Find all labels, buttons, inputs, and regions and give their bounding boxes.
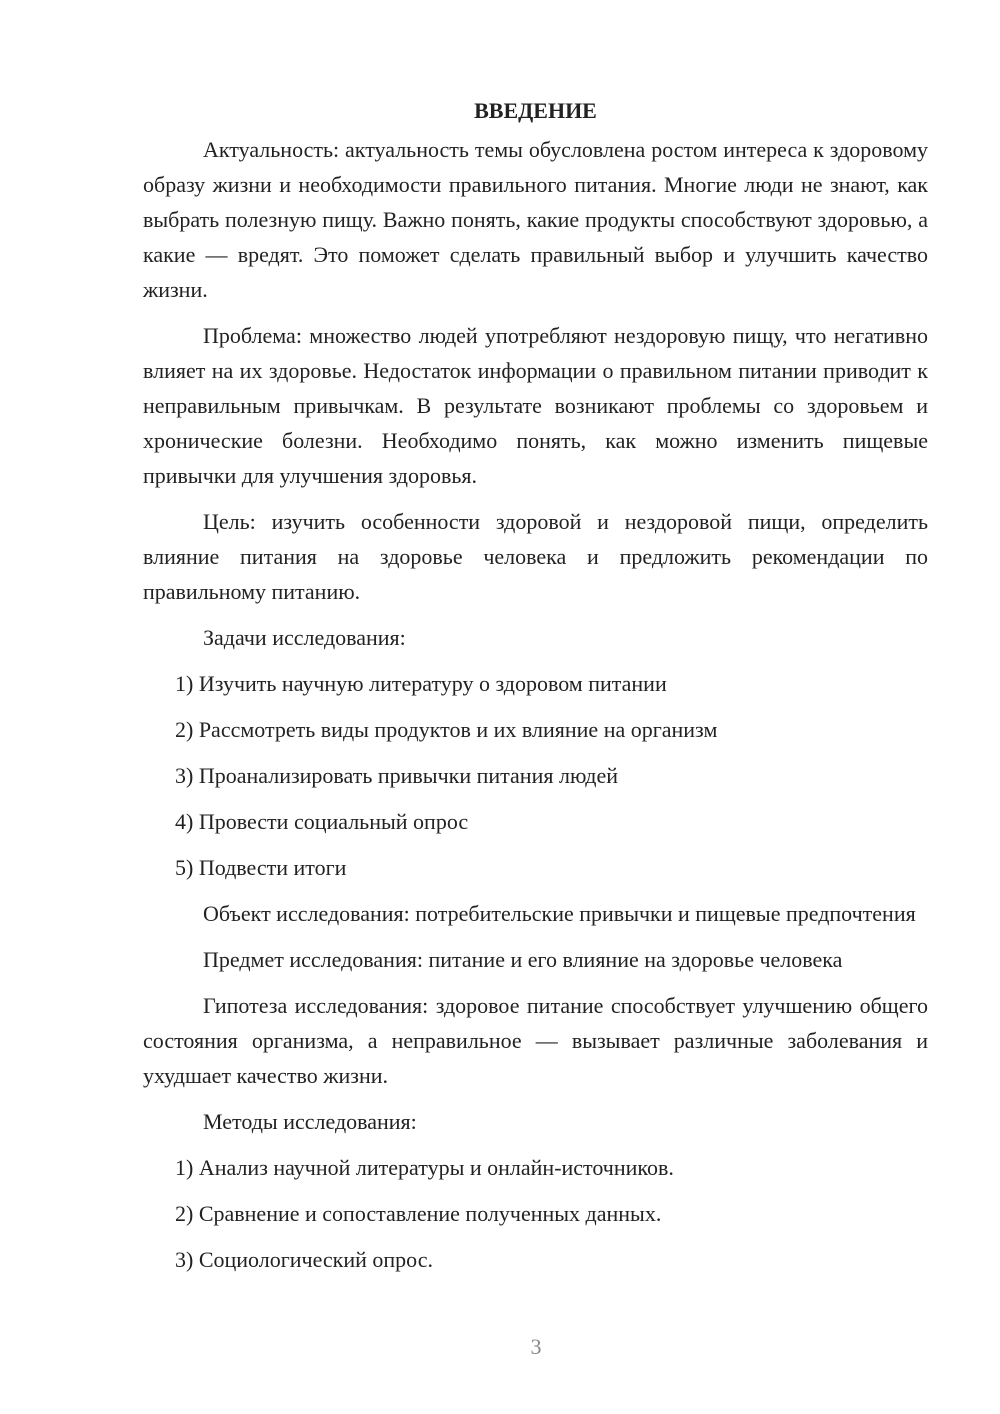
list-item: 2) Рассмотреть виды продуктов и их влияние на организм	[175, 717, 718, 742]
list-item: 1) Изучить научную литературу о здоровом питании	[175, 671, 667, 696]
list-item: 1) Анализ научной литературы и онлайн-источников.	[175, 1155, 674, 1180]
subject-paragraph: Предмет исследования: питание и его влияние на здоровье человека	[203, 947, 843, 972]
tasks-heading: Задачи исследования:	[203, 625, 406, 650]
methods-list	[143, 1150, 928, 1277]
tasks-list	[143, 666, 928, 885]
hypothesis-paragraph: Гипотеза исследования: здоровое питание способствует улучшению общего состояния организма, а неправильное — вызывает различные заболевания и ухудшает качество жизни.	[143, 993, 928, 1088]
relevance-paragraph: Актуальность: актуальность темы обусловлена ростом интереса к здоровому образу жизни и необходимости правильного питания. Многие люди не знают, как выбрать полезную пищу. Важно понять, какие продукты способствуют здоровью, а какие — вредят. Это поможет сделать правильный выбор и улучшить качество жизни.	[143, 137, 928, 302]
page-content	[143, 93, 928, 1288]
list-item: 3) Проанализировать привычки питания людей	[175, 763, 618, 788]
problem-paragraph: Проблема: множество людей употребляют нездоровую пищу, что негативно влияет на их здоровье. Недостаток информации о правильном питании приводит к неправильным привычкам. В результате возникают проблемы со здоровьем и хронические болезни. Необходимо понять, как можно изменить пищевые привычки для улучшения здоровья.	[143, 323, 928, 488]
methods-heading: Методы исследования:	[203, 1109, 417, 1134]
goal-paragraph: Цель: изучить особенности здоровой и нездоровой пищи, определить влияние питания на здоровье человека и предложить рекомендации по правильному питанию.	[143, 509, 928, 604]
list-item: 3) Социологический опрос.	[175, 1247, 433, 1272]
page-number: 3	[530, 1334, 542, 1359]
list-item: 2) Сравнение и сопоставление полученных данных.	[175, 1201, 662, 1226]
list-item: 4) Провести социальный опрос	[175, 809, 469, 834]
section-title: ВВЕДЕНИЕ	[474, 98, 597, 123]
list-item: 5) Подвести итоги	[175, 855, 347, 880]
object-paragraph: Объект исследования: потребительские привычки и пищевые предпочтения	[203, 901, 916, 926]
